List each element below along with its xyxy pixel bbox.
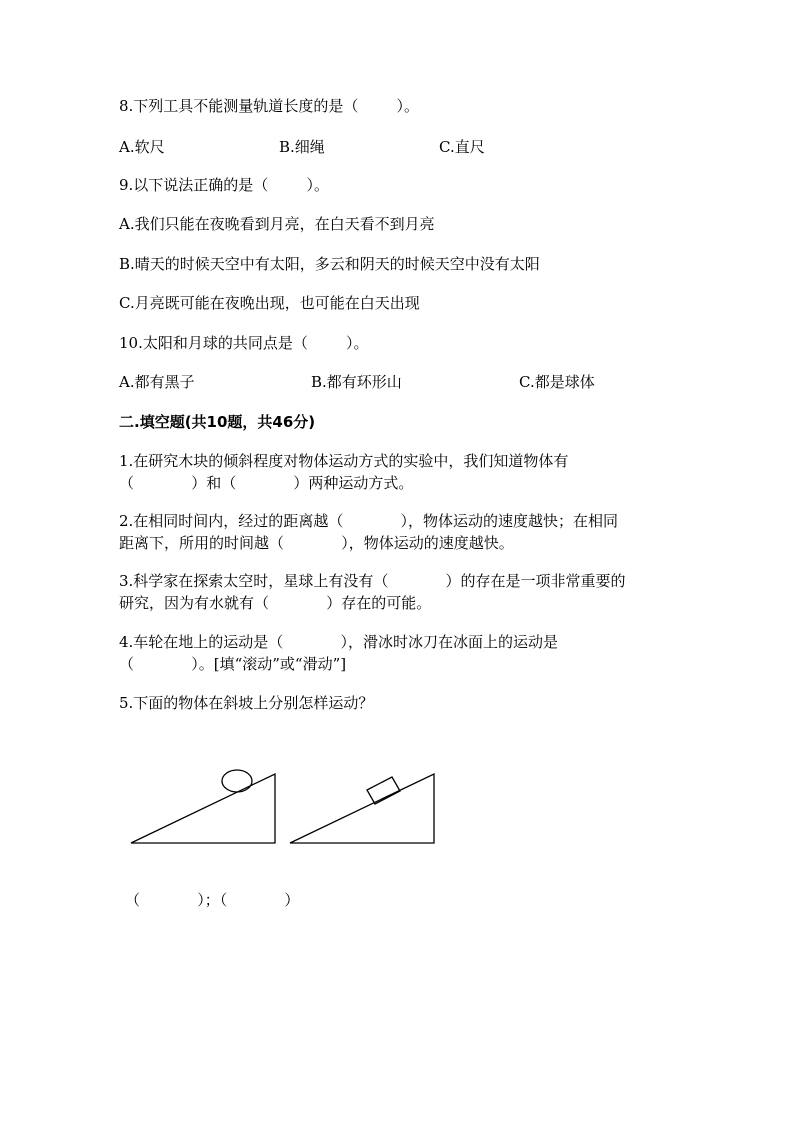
slope-with-block [290,774,434,843]
fill-q4-line1: 4.车轮在地上的运动是（ ），滑冰时冰刀在冰面上的运动是 [119,633,559,651]
q10-option-a: A.都有黑子 [119,373,195,391]
slope-right [290,774,434,843]
q8-stem: 8.下列工具不能测量轨道长度的是（ ）。 [119,97,419,115]
fill-q3-line1: 3.科学家在探索太空时，星球上有没有（ ）的存在是一项非常重要的 [119,572,626,590]
block [367,777,400,804]
q10-option-c: C.都是球体 [519,373,595,391]
fill-q1-line1: 1.在研究木块的倾斜程度对物体运动方式的实验中，我们知道物体有 [119,452,569,470]
fill-q1-line2: （ ）和（ ）两种运动方式。 [119,474,414,492]
fill-q5-answer: （ ）；（ ） [125,891,300,909]
slope-left [131,774,275,843]
q10-stem: 10.太阳和月球的共同点是（ ）。 [119,334,369,352]
ball [222,770,252,792]
fill-q2-line1: 2.在相同时间内，经过的距离越（ ），物体运动的速度越快；在相同 [119,512,619,530]
q10-option-b: B.都有环形山 [311,373,402,391]
q9-option-a: A.我们只能在夜晚看到月亮，在白天看不到月亮 [119,215,435,233]
fill-q2-line2: 距离下，所用的时间越（ ），物体运动的速度越快。 [119,534,514,552]
q9-option-b: B.晴天的时候天空中有太阳，多云和阴天的时候天空中没有太阳 [119,255,540,273]
q9-stem: 9.以下说法正确的是（ ）。 [119,176,329,194]
fill-q5-stem: 5.下面的物体在斜坡上分别怎样运动？ [119,694,374,712]
q8-option-c: C.直尺 [439,138,485,156]
q9-option-c: C.月亮既可能在夜晚出现，也可能在白天出现 [119,294,420,312]
q8-option-a: A.软尺 [119,138,165,156]
fill-q4-line2: （ ）。[填“滚动”或“滑动”] [119,655,347,673]
slope-with-ball [131,770,275,843]
section-heading: 二.填空题(共10题，共46分) [119,413,316,431]
fill-q3-line2: 研究，因为有水就有（ ）存在的可能。 [119,594,432,612]
q8-option-b: B.细绳 [279,138,325,156]
